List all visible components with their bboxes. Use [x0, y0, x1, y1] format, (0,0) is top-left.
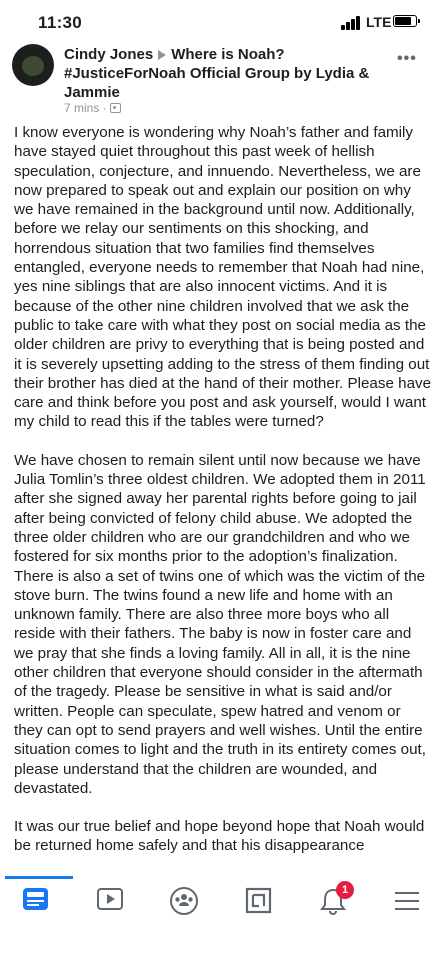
watch-icon[interactable]	[94, 886, 130, 914]
battery-icon	[393, 15, 417, 27]
news-feed-icon[interactable]	[20, 886, 56, 914]
group-name[interactable]: Where is Noah? #JusticeForNoah Official Group by Lydia & Jammie	[64, 46, 370, 101]
more-options-icon[interactable]: •••	[397, 50, 417, 67]
clock: 11:30	[38, 13, 83, 32]
post-paragraph: I know everyone is wondering why Noah’s father and family have stayed quiet throughout this past week of hellish speculation, conjecture, and innuendo. Nevertheless, we are now prepared to speak out and explain our position on why we have remained in the background until now. Additionally, before we relay our sentiments on this shocking, and horrendous situation that two families find themselves entangled, everyone needs to remember that Noah had nine, yes nine siblings that are also innocent victims. And it is because of the other nine children involved that we ask the public to take care with what they post on social media as the older children are privy to everything that is being posted and it is severely upsetting adding to the stress of them finding out their brother has died at the hand of their mother. Please have care and think before you post and ask yourself, would I want my child to read this if the tables were turned?	[14, 124, 432, 431]
network-type: LTE	[366, 14, 392, 30]
group-privacy-icon	[110, 103, 121, 113]
marketplace-icon[interactable]	[243, 886, 279, 914]
arrow-right-icon	[158, 50, 166, 60]
notification-badge: 1	[336, 881, 354, 899]
signal-icon	[341, 16, 363, 30]
active-tab-indicator	[5, 876, 73, 879]
groups-icon[interactable]	[167, 886, 203, 914]
bottom-nav	[0, 876, 444, 960]
menu-icon[interactable]	[391, 886, 427, 914]
post-paragraph: We have chosen to remain silent until now because we have Julia Tomlin’s three oldest children. We adopted them in 2011 after she signed away her parental rights before going to jail after being convicted of felony child abuse. We adopted the three older children who are our grandchildren and who we fostered for six months prior to the adoption’s finalization. There is also a set of twins one of which was the victim of the stove burn. The twins found a new life and home with an unknown family. There are also three more boys who all reside with their fathers. The baby is now in foster care and we pray that she finds a loving family. All in all, it is the nine other children that everyone should consider in the aftermath of the tragedy. Please be sensitive in what is said and/or written. People can speculate, spew hatred and venom or they can opt to send prayers and well wishes. Until the entire situation comes to light and the truth in its entirety comes out, please understand that the children are wounded, and devastated.	[14, 451, 426, 797]
post-header	[64, 45, 394, 102]
status-bar	[0, 0, 444, 44]
avatar[interactable]	[12, 44, 54, 86]
post-meta	[64, 101, 121, 115]
post-time[interactable]: 7 mins	[64, 101, 100, 115]
post-paragraph: It was our true belief and hope beyond hope that Noah would be returned home safely and that his disappearance	[14, 818, 425, 855]
meta-separator: ·	[102, 101, 107, 115]
post-body	[14, 123, 432, 875]
author-name[interactable]: Cindy Jones	[64, 46, 154, 63]
